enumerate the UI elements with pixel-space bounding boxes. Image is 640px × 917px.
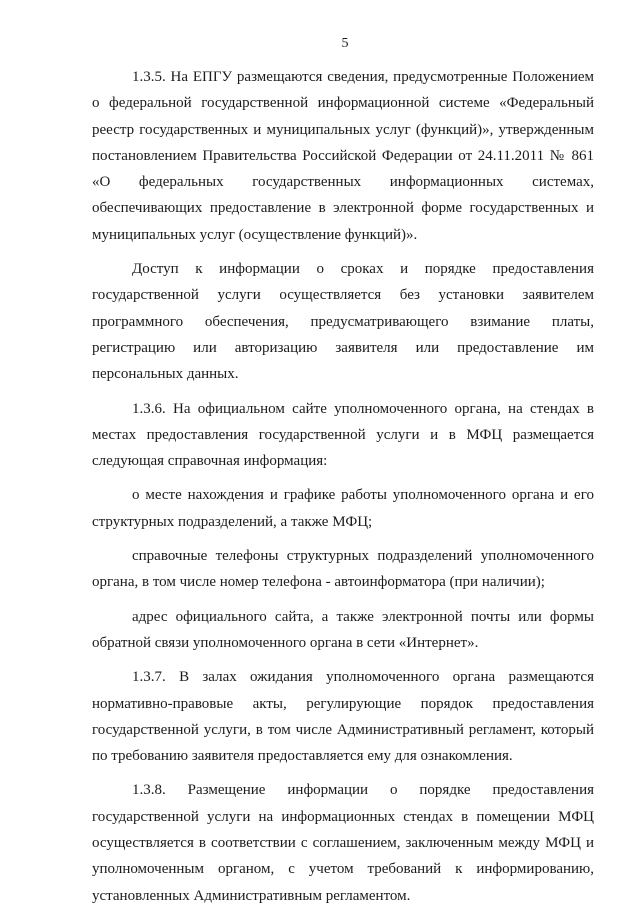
paragraph-1-3-8: 1.3.8. Размещение информации о порядке предоставления государственной услуги на информационных стендах в помещении МФЦ осуществляется в соответствии с соглашением, заключенным между МФЦ и уполномоченным органом, с учетом требований к информированию, установленных Административным регламентом. (92, 782, 594, 904)
page-number: 5 (341, 36, 349, 51)
paragraph-1-3-6: 1.3.6. На официальном сайте уполномоченного органа, на стендах в местах предоставления государственной услуги и в МФЦ размещается следующая справочная информация: (92, 400, 594, 470)
paragraph-location-schedule: о месте нахождения и графике работы уполномоченного органа и его структурных подразделений, а также МФЦ; (92, 487, 594, 530)
paragraph-1-3-7: 1.3.7. В залах ожидания уполномоченного органа размещаются нормативно-правовые акты, регулирующие порядок предоставления государственной услуги, в том числе Административный регламент, который по требованию заявителя предоставляется ему для ознакомления. (92, 669, 594, 765)
paragraph-reference-phones: справочные телефоны структурных подразделений уполномоченного органа, в том числе номер телефона - автоинформатора (при наличии); (92, 548, 594, 591)
document-body (92, 64, 594, 917)
paragraph-1-3-5: 1.3.5. На ЕПГУ размещаются сведения, предусмотренные Положением о федеральной государственной информационной системе «Федеральный реестр государственных и муниципальных услуг (функций)», утвержденным постановлением Правительства Российской Федерации от 24.11.2011 № 861 «О федеральных государственных информационных системах, обеспечивающих предоставление в электронной форме государственных и муниципальных услуг (осуществление функций)». (92, 69, 594, 243)
paragraph-website-email: адрес официального сайта, а также электронной почты или формы обратной связи уполномоченного органа в сети «Интернет». (92, 608, 594, 651)
paragraph-access-info: Доступ к информации о сроках и порядке предоставления государственной услуги осуществляется без установки заявителем программного обеспечения, предусматривающего взимание платы, регистрацию или авторизацию заявителя или предоставление им персональных данных. (92, 261, 594, 383)
